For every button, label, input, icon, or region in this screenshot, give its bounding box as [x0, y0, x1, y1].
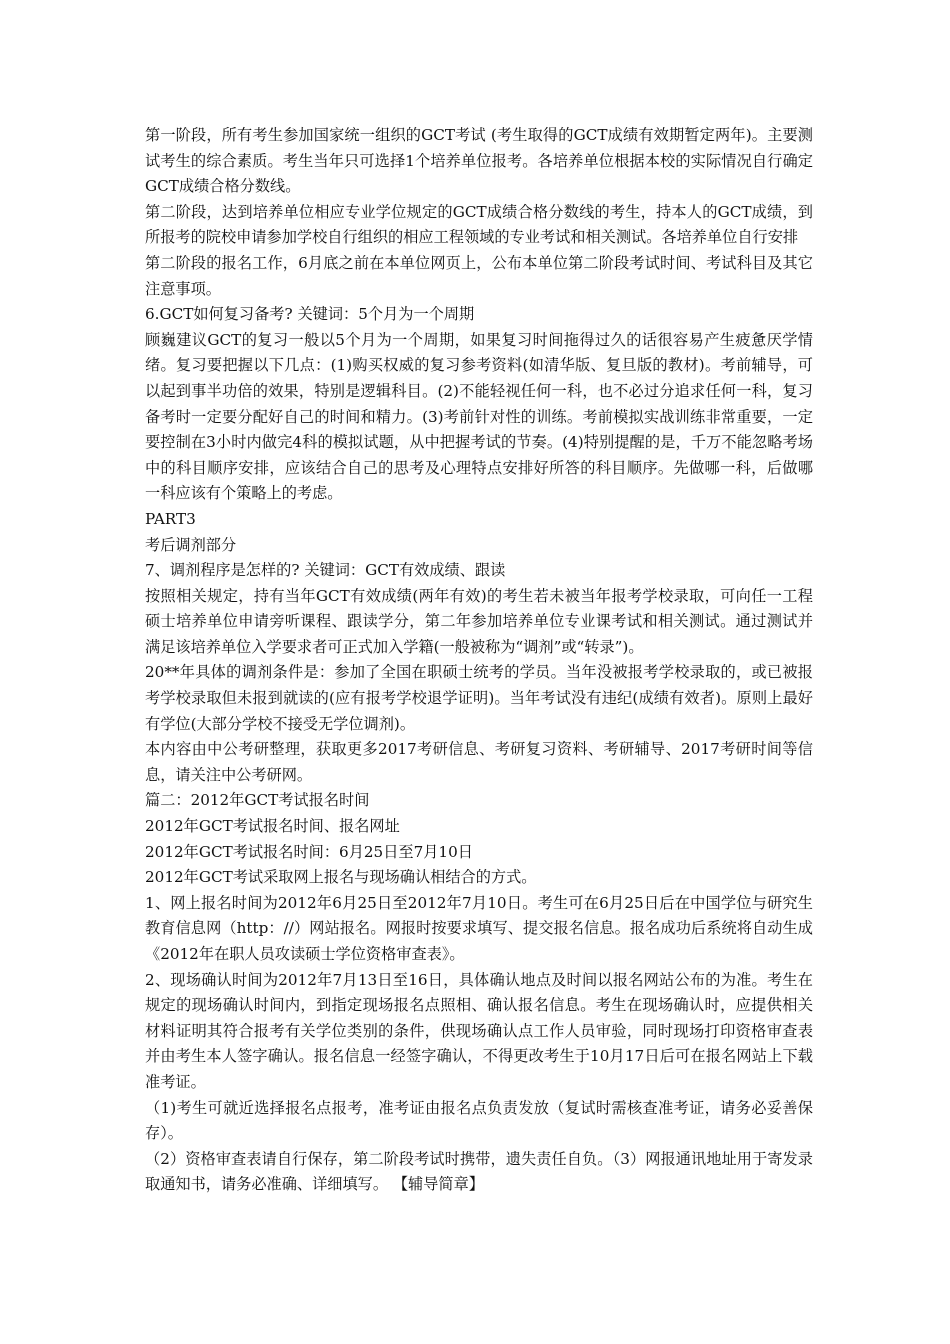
paragraph: 本内容由中公考研整理，获取更多2017考研信息、考研复习资料、考研辅导、2017考研时间等信息，请关注中公考研网。 [145, 740, 813, 784]
section-heading: PART3 [145, 509, 196, 528]
paragraph: 2012年GCT考试报名时间：6月25日至7月10日 [145, 842, 473, 861]
document-body [145, 123, 813, 1198]
paragraph: 20**年具体的调剂条件是：参加了全国在职硕士统考的学员。当年没被报考学校录取的，或已被报考学校录取但未报到就读的(应有报考学校退学证明)。当年考试没有违纪(成绩有效者)。原则上最好有学位(大部分学校不接受无学位调剂)。 [145, 663, 813, 733]
section-heading: 6.GCT如何复习备考? 关键词：5个月为一个周期 [145, 305, 475, 324]
paragraph: 第一阶段，所有考生参加国家统一组织的GCT考试 (考生取得的GCT成绩有效期暂定两年)。主要测试考生的综合素质。考生当年只可选择1个培养单位报考。各培养单位根据本校的实际情况自行确定GCT成绩合格分数线。 [145, 126, 813, 196]
section-heading: 考后调剂部分 [145, 535, 237, 554]
paragraph: 1、网上报名时间为2012年6月25日至2012年7月10日。考生可在6月25日后在中国学位与研究生教育信息网（http：//）网站报名。网报时按要求填写、提交报名信息。报名成功后系统将自动生成《2012年在职人员攻读硕士学位资格审查表》。 [145, 893, 813, 963]
paragraph: 2、现场确认时间为2012年7月13日至16日，具体确认地点及时间以报名网站公布的为准。考生在规定的现场确认时间内，到指定现场报名点照相、确认报名信息。考生在现场确认时，应提供相关材料证明其符合报考有关学位类别的条件，供现场确认点工作人员审验，同时现场打印资格审查表并由考生本人签字确认。报名信息一经签字确认，不得更改考生于10月17日后可在报名网站上下载准考证。 [145, 970, 813, 1091]
paragraph: 顾巍建议GCT的复习一般以5个月为一个周期，如果复习时间拖得过久的话很容易产生疲惫厌学情绪。复习要把握以下几点：(1)购买权威的复习参考资料(如清华版、复旦版的教材)。考前辅导，可以起到事半功倍的效果，特别是逻辑科目。(2)不能轻视任何一科，也不必过分追求任何一科，复习备考时一定要分配好自己的时间和精力。(3)考前针对性的训练。考前模拟实战训练非常重要，一定要控制在3小时内做完4科的模拟试题，从中把握考试的节奏。(4)特别提醒的是，千万不能忽略考场中的科目顺序安排，应该结合自己的思考及心理特点安排好所答的科目顺序。先做哪一科，后做哪一科应该有个策略上的考虑。 [145, 330, 813, 503]
section-heading: 2012年GCT考试报名时间、报名网址 [145, 817, 400, 836]
paragraph: （2）资格审查表请自行保存，第二阶段考试时携带，遗失责任自负。（3）网报通讯地址用于寄发录取通知书，请务必准确、详细填写。 【辅导简章】 [145, 1149, 813, 1194]
paragraph: 2012年GCT考试采取网上报名与现场确认相结合的方式。 [145, 868, 537, 887]
paragraph: （1)考生可就近选择报名点报考，准考证由报名点负责发放（复试时需核查准考证，请务必妥善保存）。 [145, 1098, 813, 1143]
section-heading: 篇二：2012年GCT考试报名时间 [145, 791, 370, 810]
paragraph: 第二阶段的报名工作，6月底之前在本单位网页上，公布本单位第二阶段考试时间、考试科目及其它注意事项。 [145, 253, 813, 298]
paragraph: 按照相关规定，持有当年GCT有效成绩(两年有效)的考生若未被当年报考学校录取，可向任一工程硕士培养单位申请旁听课程、跟读学分，第二年参加培养单位专业课考试和相关测试。通过测试并满足该培养单位入学要求者可正式加入学籍(一般被称为“调剂”或“转录”)。 [145, 586, 813, 656]
paragraph: 第二阶段，达到培养单位相应专业学位规定的GCT成绩合格分数线的考生，持本人的GCT成绩，到所报考的院校申请参加学校自行组织的相应工程领域的专业考试和相关测试。各培养单位自行安排 [145, 202, 813, 247]
section-heading: 7、调剂程序是怎样的? 关键词：GCT有效成绩、跟读 [145, 561, 506, 580]
